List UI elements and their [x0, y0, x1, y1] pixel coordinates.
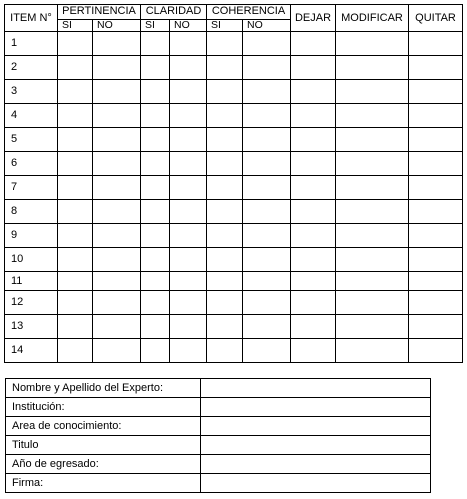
cell-modificar[interactable] — [336, 248, 409, 272]
cell-coherencia-no[interactable] — [243, 339, 291, 363]
cell-quitar[interactable] — [409, 128, 463, 152]
cell-pertinencia-si[interactable] — [58, 339, 93, 363]
item-row — [5, 176, 463, 200]
cell-claridad-si[interactable] — [141, 248, 170, 272]
cell-claridad-si[interactable] — [141, 272, 170, 291]
cell-modificar[interactable] — [336, 272, 409, 291]
item-number: 4 — [5, 104, 58, 128]
cell-claridad-no[interactable] — [170, 56, 207, 80]
item-row — [5, 272, 463, 291]
cell-claridad-no[interactable] — [170, 339, 207, 363]
item-number: 1 — [5, 32, 58, 56]
cell-dejar[interactable] — [291, 339, 336, 363]
cell-claridad-no[interactable] — [170, 248, 207, 272]
item-row — [5, 291, 463, 315]
cell-quitar[interactable] — [409, 152, 463, 176]
cell-claridad-si[interactable] — [141, 291, 170, 315]
expert-field-label: Firma: — [6, 474, 201, 493]
expert-row — [6, 436, 431, 455]
cell-coherencia-si[interactable] — [207, 224, 243, 248]
cell-coherencia-no[interactable] — [243, 176, 291, 200]
cell-modificar[interactable] — [336, 80, 409, 104]
cell-pertinencia-si[interactable] — [58, 291, 93, 315]
cell-claridad-no[interactable] — [170, 272, 207, 291]
cell-coherencia-si[interactable] — [207, 56, 243, 80]
cell-quitar[interactable] — [409, 315, 463, 339]
cell-dejar[interactable] — [291, 272, 336, 291]
item-number: 12 — [5, 291, 58, 315]
cell-pertinencia-no[interactable] — [93, 315, 141, 339]
cell-dejar[interactable] — [291, 80, 336, 104]
cell-claridad-si[interactable] — [141, 200, 170, 224]
cell-claridad-no[interactable] — [170, 32, 207, 56]
cell-coherencia-no[interactable] — [243, 80, 291, 104]
item-row — [5, 80, 463, 104]
item-row — [5, 152, 463, 176]
header-coherencia-no: NO — [243, 20, 291, 32]
cell-pertinencia-si[interactable] — [58, 248, 93, 272]
item-row — [5, 315, 463, 339]
header-quitar: QUITAR — [409, 5, 463, 32]
cell-coherencia-no[interactable] — [243, 315, 291, 339]
cell-coherencia-si[interactable] — [207, 200, 243, 224]
cell-dejar[interactable] — [291, 152, 336, 176]
header-claridad-no: NO — [170, 20, 207, 32]
expert-field-label: Institución: — [6, 398, 201, 417]
expert-field-value[interactable] — [201, 379, 431, 398]
cell-modificar[interactable] — [336, 152, 409, 176]
cell-pertinencia-si[interactable] — [58, 152, 93, 176]
header-claridad: CLARIDAD — [141, 5, 207, 20]
evaluation-table — [4, 4, 463, 363]
header-dejar: DEJAR — [291, 5, 336, 32]
cell-quitar[interactable] — [409, 104, 463, 128]
cell-coherencia-si[interactable] — [207, 32, 243, 56]
cell-pertinencia-no[interactable] — [93, 32, 141, 56]
cell-dejar[interactable] — [291, 315, 336, 339]
cell-quitar[interactable] — [409, 32, 463, 56]
cell-quitar[interactable] — [409, 248, 463, 272]
cell-pertinencia-si[interactable] — [58, 315, 93, 339]
expert-field-value[interactable] — [201, 417, 431, 436]
expert-row — [6, 379, 431, 398]
expert-row — [6, 398, 431, 417]
item-row — [5, 248, 463, 272]
item-number: 8 — [5, 200, 58, 224]
cell-pertinencia-si[interactable] — [58, 200, 93, 224]
cell-pertinencia-no[interactable] — [93, 339, 141, 363]
cell-quitar[interactable] — [409, 339, 463, 363]
item-row — [5, 32, 463, 56]
header-pertinencia-si: SI — [58, 20, 93, 32]
cell-claridad-no[interactable] — [170, 176, 207, 200]
cell-claridad-no[interactable] — [170, 224, 207, 248]
cell-pertinencia-si[interactable] — [58, 80, 93, 104]
cell-dejar[interactable] — [291, 32, 336, 56]
item-row — [5, 56, 463, 80]
header-claridad-si: SI — [141, 20, 170, 32]
expert-field-label: Nombre y Apellido del Experto: — [6, 379, 201, 398]
cell-coherencia-si[interactable] — [207, 291, 243, 315]
cell-quitar[interactable] — [409, 56, 463, 80]
cell-coherencia-no[interactable] — [243, 128, 291, 152]
cell-modificar[interactable] — [336, 200, 409, 224]
expert-field-value[interactable] — [201, 474, 431, 493]
cell-quitar[interactable] — [409, 176, 463, 200]
header-row-groups — [5, 5, 463, 20]
cell-coherencia-no[interactable] — [243, 104, 291, 128]
cell-quitar[interactable] — [409, 80, 463, 104]
cell-modificar[interactable] — [336, 339, 409, 363]
cell-dejar[interactable] — [291, 176, 336, 200]
cell-pertinencia-si[interactable] — [58, 32, 93, 56]
cell-modificar[interactable] — [336, 224, 409, 248]
item-row — [5, 339, 463, 363]
cell-quitar[interactable] — [409, 291, 463, 315]
cell-coherencia-si[interactable] — [207, 248, 243, 272]
expert-field-label: Titulo — [6, 436, 201, 455]
cell-pertinencia-no[interactable] — [93, 80, 141, 104]
header-pertinencia: PERTINENCIA — [58, 5, 141, 20]
cell-dejar[interactable] — [291, 104, 336, 128]
cell-claridad-no[interactable] — [170, 291, 207, 315]
cell-quitar[interactable] — [409, 224, 463, 248]
item-row — [5, 200, 463, 224]
cell-claridad-no[interactable] — [170, 152, 207, 176]
cell-coherencia-si[interactable] — [207, 104, 243, 128]
item-number: 2 — [5, 56, 58, 80]
cell-claridad-si[interactable] — [141, 80, 170, 104]
cell-modificar[interactable] — [336, 176, 409, 200]
expert-field-label: Area de conocimiento: — [6, 417, 201, 436]
cell-coherencia-no[interactable] — [243, 200, 291, 224]
cell-claridad-si[interactable] — [141, 128, 170, 152]
cell-pertinencia-no[interactable] — [93, 176, 141, 200]
cell-modificar[interactable] — [336, 56, 409, 80]
header-coherencia-si: SI — [207, 20, 243, 32]
cell-dejar[interactable] — [291, 200, 336, 224]
item-number: 9 — [5, 224, 58, 248]
item-number: 10 — [5, 248, 58, 272]
cell-dejar[interactable] — [291, 224, 336, 248]
cell-modificar[interactable] — [336, 291, 409, 315]
cell-coherencia-no[interactable] — [243, 272, 291, 291]
cell-pertinencia-si[interactable] — [58, 224, 93, 248]
cell-dejar[interactable] — [291, 128, 336, 152]
cell-modificar[interactable] — [336, 104, 409, 128]
cell-pertinencia-si[interactable] — [58, 56, 93, 80]
expert-field-label: Año de egresado: — [6, 455, 201, 474]
cell-coherencia-no[interactable] — [243, 291, 291, 315]
cell-claridad-si[interactable] — [141, 32, 170, 56]
item-row — [5, 224, 463, 248]
cell-quitar[interactable] — [409, 200, 463, 224]
item-number: 5 — [5, 128, 58, 152]
cell-claridad-si[interactable] — [141, 152, 170, 176]
cell-claridad-no[interactable] — [170, 200, 207, 224]
cell-claridad-si[interactable] — [141, 56, 170, 80]
cell-coherencia-si[interactable] — [207, 152, 243, 176]
item-number: 3 — [5, 80, 58, 104]
item-number: 6 — [5, 152, 58, 176]
cell-claridad-no[interactable] — [170, 104, 207, 128]
expert-row — [6, 474, 431, 493]
cell-coherencia-si[interactable] — [207, 128, 243, 152]
cell-pertinencia-no[interactable] — [93, 248, 141, 272]
cell-claridad-si[interactable] — [141, 339, 170, 363]
cell-pertinencia-si[interactable] — [58, 104, 93, 128]
cell-claridad-si[interactable] — [141, 104, 170, 128]
cell-claridad-si[interactable] — [141, 176, 170, 200]
cell-coherencia-no[interactable] — [243, 152, 291, 176]
cell-coherencia-si[interactable] — [207, 80, 243, 104]
expert-row — [6, 455, 431, 474]
header-coherencia: COHERENCIA — [207, 5, 291, 20]
header-item: ITEM N° — [5, 5, 58, 32]
cell-quitar[interactable] — [409, 272, 463, 291]
item-number: 14 — [5, 339, 58, 363]
cell-dejar[interactable] — [291, 291, 336, 315]
cell-coherencia-si[interactable] — [207, 315, 243, 339]
cell-pertinencia-si[interactable] — [58, 272, 93, 291]
cell-claridad-no[interactable] — [170, 128, 207, 152]
cell-pertinencia-no[interactable] — [93, 128, 141, 152]
cell-pertinencia-no[interactable] — [93, 224, 141, 248]
cell-pertinencia-no[interactable] — [93, 272, 141, 291]
cell-dejar[interactable] — [291, 56, 336, 80]
header-pertinencia-no: NO — [93, 20, 141, 32]
cell-modificar[interactable] — [336, 315, 409, 339]
cell-pertinencia-no[interactable] — [93, 104, 141, 128]
cell-pertinencia-no[interactable] — [93, 152, 141, 176]
expert-field-value[interactable] — [201, 398, 431, 417]
cell-coherencia-no[interactable] — [243, 224, 291, 248]
item-row — [5, 128, 463, 152]
cell-dejar[interactable] — [291, 248, 336, 272]
expert-row — [6, 417, 431, 436]
cell-claridad-si[interactable] — [141, 315, 170, 339]
expert-field-value[interactable] — [201, 436, 431, 455]
item-number: 7 — [5, 176, 58, 200]
cell-pertinencia-si[interactable] — [58, 176, 93, 200]
cell-coherencia-no[interactable] — [243, 248, 291, 272]
item-number: 13 — [5, 315, 58, 339]
cell-coherencia-si[interactable] — [207, 176, 243, 200]
cell-claridad-si[interactable] — [141, 224, 170, 248]
cell-pertinencia-no[interactable] — [93, 291, 141, 315]
cell-coherencia-si[interactable] — [207, 272, 243, 291]
cell-coherencia-si[interactable] — [207, 339, 243, 363]
item-row — [5, 104, 463, 128]
cell-claridad-no[interactable] — [170, 80, 207, 104]
cell-pertinencia-no[interactable] — [93, 200, 141, 224]
cell-coherencia-no[interactable] — [243, 56, 291, 80]
cell-pertinencia-no[interactable] — [93, 56, 141, 80]
cell-claridad-no[interactable] — [170, 315, 207, 339]
cell-pertinencia-si[interactable] — [58, 128, 93, 152]
header-modificar: MODIFICAR — [336, 5, 409, 32]
expert-info-table — [5, 378, 431, 493]
expert-field-value[interactable] — [201, 455, 431, 474]
cell-modificar[interactable] — [336, 32, 409, 56]
cell-modificar[interactable] — [336, 128, 409, 152]
cell-coherencia-no[interactable] — [243, 32, 291, 56]
item-number: 11 — [5, 272, 58, 291]
